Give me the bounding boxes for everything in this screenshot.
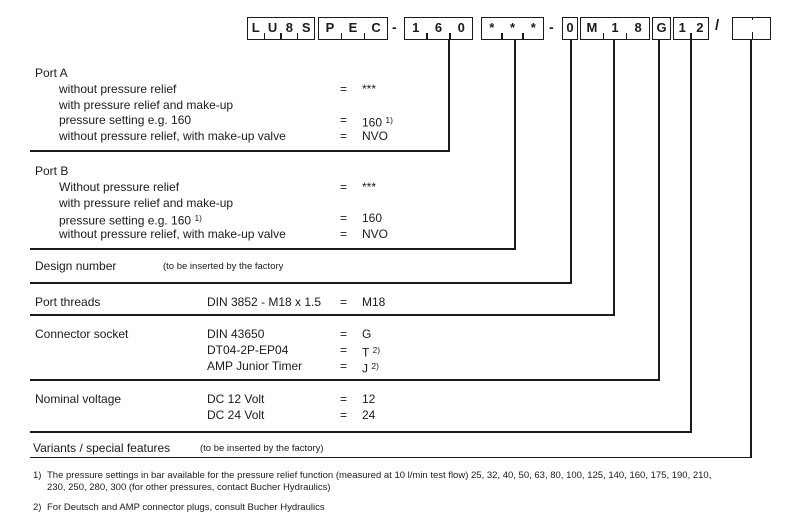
section-title: Variants / special features [33,440,171,455]
footnote-ref: 1) [194,212,202,223]
code-char: 0 [457,20,465,35]
equals-sign: = [340,407,348,422]
connector-line-variants [750,40,752,458]
option-code: 24 [362,407,376,422]
code-box-160 [404,17,473,40]
option-code: J $^{2)}$ [362,360,379,375]
equals-sign: = [340,294,348,309]
equals-sign: = [340,358,348,373]
option-label: pressure setting e.g. 160 $^{1)}$ [59,212,202,227]
option-label: without pressure relief [59,81,177,96]
option-label: DC 12 Volt [207,391,265,406]
code-separator-dash: - [549,19,554,35]
code-char: S [301,20,311,35]
section-rule [30,314,615,316]
section-rule [30,248,516,250]
option-label: Without pressure relief [59,179,180,194]
section-title: Nominal voltage [35,391,122,406]
code-char: * [530,20,536,35]
char-divider-tick [752,17,753,20]
section-title: Port A [35,65,68,80]
option-code: NVO [362,128,389,143]
equals-sign: = [340,210,348,225]
connector-line-port-a [448,40,450,152]
equals-sign: = [340,81,348,96]
code-separator-slash: / [715,17,720,34]
option-label: without pressure relief, with make-up valve [59,226,286,241]
code-char: U [267,20,278,35]
option-label: with pressure relief and make-up [59,195,234,210]
code-char: M [586,20,598,35]
equals-sign: = [340,391,348,406]
section-title: Port B [35,163,69,178]
code-box-m18 [580,17,650,40]
code-char: C [371,20,381,35]
option-label: DC 24 Volt [207,407,265,422]
equals-sign: = [340,342,348,357]
option-code: 160 [362,210,383,225]
option-label: DT04-2P-EP04 [207,342,289,357]
option-label: without pressure relief, with make-up valve [59,128,286,143]
factory-note: (to be inserted by the factory) [200,443,324,454]
connector-line-design-number [570,40,572,284]
option-code: 160 $^{1)}$ [362,115,393,130]
footnote-ref: 1) [385,115,393,125]
code-box-pec [318,17,388,40]
option-label: AMP Junior Timer [207,358,303,373]
code-box-lu8s [247,17,315,40]
option-code: T $^{2)}$ [362,344,381,359]
footnote-ref: 2) [371,360,379,371]
equals-sign: = [340,326,348,341]
connector-line-port-threads [613,40,615,316]
code-box-12 [673,17,709,40]
section-title: Connector socket [35,326,129,341]
footnote-marker: 1) [33,469,42,481]
footnote-ref: 2) [372,344,381,355]
code-box-stars [481,17,544,40]
char-divider-tick [752,32,753,39]
code-char: * [489,20,495,35]
code-char: L [251,20,260,35]
footnote-marker: 2) [33,502,42,513]
code-char: 1 [611,20,619,35]
code-char: G [656,20,667,35]
section-rule [30,282,572,284]
equals-sign: = [340,113,348,127]
connector-line-port-b [514,40,516,250]
section-rule [30,150,450,152]
connector-line-connector-socket [658,40,660,381]
section-rule [30,431,692,433]
option-code: M18 [362,294,386,309]
code-char: 1 [678,20,686,35]
code-char: 8 [285,20,294,35]
code-box-variant-blank [732,17,771,40]
code-char: E [348,20,358,35]
option-code: *** [362,81,377,96]
footnote-text: For Deutsch and AMP connector plugs, consult Bucher Hydraulics [47,502,325,513]
section-title: Port threads [35,294,101,309]
option-label: pressure setting e.g. 160 [59,113,192,127]
footnote-text: 230, 250, 280, 300 (for other pressures, contact Bucher Hydraulics) [47,482,331,493]
connector-line-nominal-voltage [690,40,692,433]
section-rule [30,457,752,459]
code-box-0 [562,17,578,40]
code-char: P [325,20,335,35]
option-code: G [362,326,372,341]
code-box-g [652,17,671,40]
code-char: 8 [634,20,642,35]
footnote-text: The pressure settings in bar available for the pressure relief function (measured at 10 l/min test flow) 25, 32, 40, 50, 63, 80, 100, 125, 140, 160, 175, 190, 210, [47,469,712,481]
code-char: 1 [412,20,420,35]
code-separator-dash: - [392,19,397,35]
equals-sign: = [340,179,348,194]
option-label: DIN 43650 [207,326,265,341]
option-label: DIN 3852 - M18 x 1.5 [207,294,322,309]
code-char: 2 [696,20,704,35]
option-code: *** [362,179,377,194]
code-char: * [509,20,516,35]
option-code: 12 [362,391,376,406]
option-label: with pressure relief and make-up [59,97,234,112]
option-code: NVO [362,226,389,241]
code-char: 6 [434,20,443,35]
section-title: Design number [35,258,117,273]
code-char: 0 [566,20,574,35]
factory-note: (to be inserted by the factory [163,261,284,272]
section-rule [30,379,660,381]
equals-sign: = [340,226,348,241]
equals-sign: = [340,128,348,143]
